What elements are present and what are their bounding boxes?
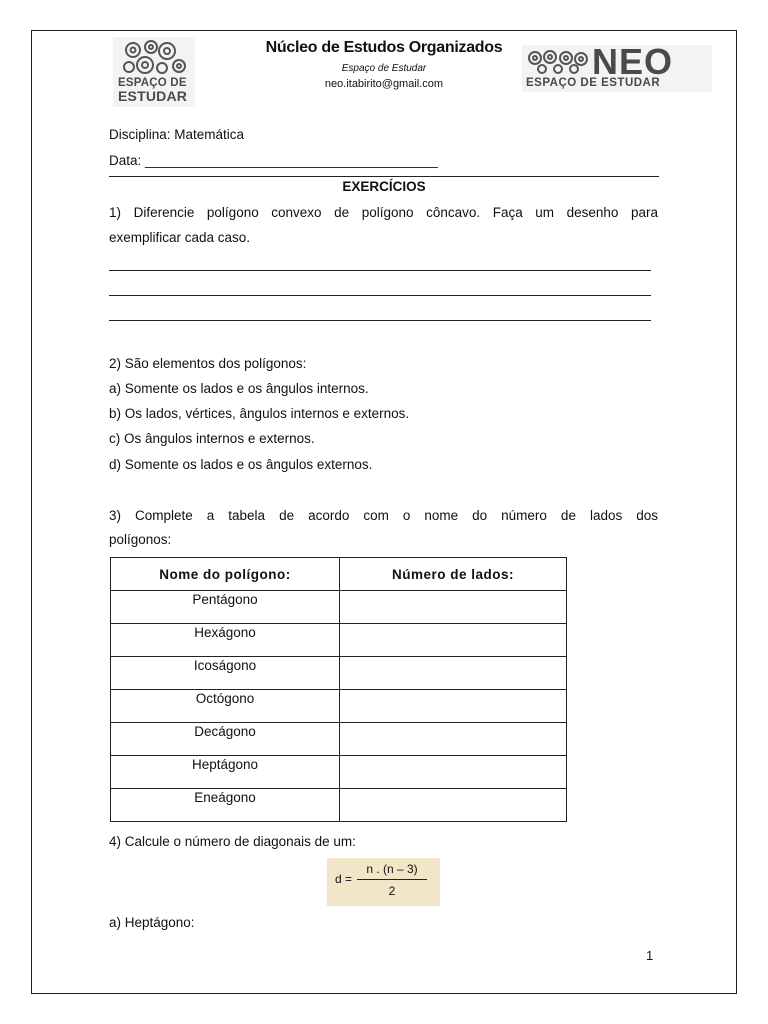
answer-line [109, 295, 651, 296]
formula-lhs: d = [335, 872, 353, 886]
discipline-label: Disciplina: Matemática [109, 127, 245, 142]
date-field: Data: _______________________________________ [109, 153, 438, 168]
polygon-name: Hexágono [111, 624, 340, 657]
table-header-sides: Número de lados: [340, 558, 567, 591]
question-1-line2: exemplificar cada caso. [109, 230, 251, 245]
sides-answer-cell[interactable] [340, 789, 567, 822]
table-row [111, 591, 567, 624]
formula-numerator: n . (n – 3) [366, 862, 418, 876]
gears-icon [526, 49, 590, 75]
diagonals-formula [327, 858, 440, 906]
table-header-name: Nome do polígono: [111, 558, 340, 591]
question-3-line2: polígonos: [109, 532, 172, 547]
question-2-option-c: c) Os ângulos internos e externos. [109, 431, 315, 446]
question-2-option-b: b) Os lados, vértices, ângulos internos e externos. [109, 406, 410, 421]
header-divider [109, 176, 659, 177]
question-2-option-d: d) Somente os lados e os ângulos externos. [109, 457, 373, 472]
neo-logo [522, 41, 712, 92]
sides-answer-cell[interactable] [340, 723, 567, 756]
formula-denominator: 2 [388, 884, 396, 898]
page-number: 1 [646, 948, 654, 963]
page-title: Núcleo de Estudos Organizados [265, 39, 503, 56]
section-title: EXERCÍCIOS [342, 179, 426, 194]
polygon-name: Octógono [111, 690, 340, 723]
sides-answer-cell[interactable] [340, 690, 567, 723]
polygon-name: Decágono [111, 723, 340, 756]
answer-line [109, 320, 651, 321]
header-email: neo.itabirito@gmail.com [324, 78, 444, 90]
neo-tagline: ESPAÇO DE ESTUDAR [526, 77, 661, 89]
polygon-name: Heptágono [111, 756, 340, 789]
sides-answer-cell[interactable] [340, 756, 567, 789]
sides-answer-cell[interactable] [340, 657, 567, 690]
polygon-name: Eneágono [111, 789, 340, 822]
neo-brand: NEO [592, 41, 674, 82]
logo-left-line2: ESTUDAR [118, 88, 188, 104]
question-3-line1: 3) Complete a tabela de acordo com o nome do número de lados dos [109, 508, 658, 523]
question-4-stem: 4) Calcule o número de diagonais de um: [109, 834, 356, 849]
logo-left-line1: ESPAÇO DE [118, 77, 187, 89]
question-2-stem: 2) São elementos dos polígonos: [109, 356, 307, 371]
question-1-line1: 1) Diferencie polígono convexo de polígono côncavo. Faça um desenho para [109, 205, 658, 220]
table-row [111, 723, 567, 756]
sides-answer-cell[interactable] [340, 591, 567, 624]
answer-line [109, 270, 651, 271]
polygon-name: Pentágono [111, 591, 340, 624]
polygon-name: Icoságono [111, 657, 340, 690]
table-row [111, 657, 567, 690]
table-row [111, 789, 567, 822]
header-subtitle: Espaço de Estudar [341, 63, 427, 74]
question-4-item-a: a) Heptágono: [109, 915, 195, 930]
table-row [111, 624, 567, 657]
sides-answer-cell[interactable] [340, 624, 567, 657]
question-2-option-a: a) Somente os lados e os ângulos internos. [109, 381, 369, 396]
table-row [111, 756, 567, 789]
polygon-table [110, 557, 567, 822]
formula-fraction-bar [357, 879, 427, 880]
table-row [111, 690, 567, 723]
